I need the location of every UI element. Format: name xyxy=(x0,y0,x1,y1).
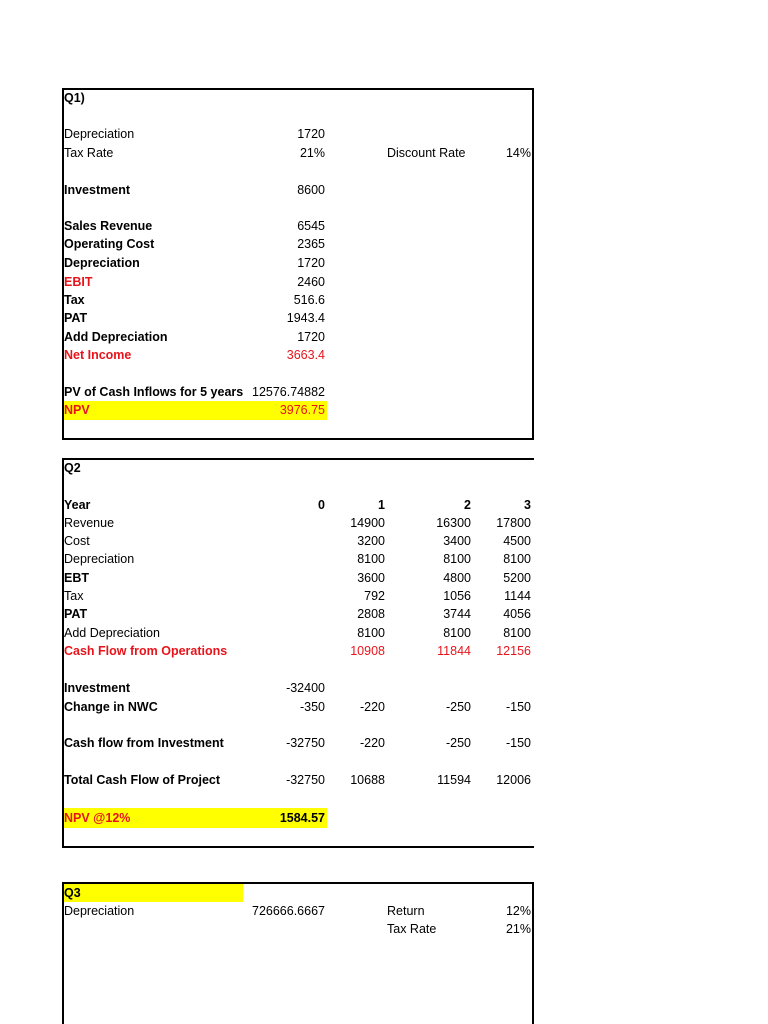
q3-return-label: Return xyxy=(387,904,425,918)
q2-cell: 5200 xyxy=(503,571,531,585)
q3-depreciation-value: 726666.6667 xyxy=(252,904,325,918)
q2-cell: -250 xyxy=(445,736,471,750)
q2-cell: -32400 xyxy=(286,681,325,695)
q2-cell: 3400 xyxy=(443,534,471,548)
q2-cell: 8100 xyxy=(357,626,385,640)
q1-row-label: Add Depreciation xyxy=(64,330,168,344)
q3-title: Q3 xyxy=(64,886,81,900)
q2-cell: -350 xyxy=(299,700,325,714)
q2-cell: -250 xyxy=(445,700,471,714)
q2-cell: -150 xyxy=(505,736,531,750)
q2-cell: 11844 xyxy=(437,644,471,658)
q2-cell: -220 xyxy=(359,736,385,750)
q1-depreciation-label: Depreciation xyxy=(64,127,135,141)
q1-npv-value: 3976.75 xyxy=(279,403,325,417)
q2-cell: 10688 xyxy=(350,773,385,787)
q2-cell: 11594 xyxy=(437,773,471,787)
q1-row-label: Sales Revenue xyxy=(64,219,153,233)
q1-pv-value: 12576.74882 xyxy=(252,385,325,399)
q2-cell: 8100 xyxy=(503,626,531,640)
q1-row-value: 516.6 xyxy=(293,293,325,307)
q2-cell: 4800 xyxy=(443,571,471,585)
q2-cell: -32750 xyxy=(286,736,325,750)
q2-cell: 4500 xyxy=(503,534,531,548)
q3-depreciation-label: Depreciation xyxy=(64,904,135,918)
q1-row-value: 3663.4 xyxy=(286,348,325,362)
q2-year-header: 0 xyxy=(318,498,325,512)
q1-row-label: PAT xyxy=(64,311,88,325)
q1-discount-rate-label: Discount Rate xyxy=(387,146,466,160)
q2-cell: 3200 xyxy=(357,534,385,548)
q2-cell: -150 xyxy=(505,700,531,714)
q2-cell: 14900 xyxy=(350,516,385,530)
q2-cell: 8100 xyxy=(443,552,471,566)
q2-year-header: 2 xyxy=(464,498,471,512)
q2-cell: 2808 xyxy=(357,607,385,621)
q1-discount-rate-value: 14% xyxy=(505,146,531,160)
q3-return-value: 12% xyxy=(505,904,531,918)
q2-cell: 8100 xyxy=(443,626,471,640)
q2-npv-label: NPV @12% xyxy=(64,811,131,825)
q1-row-label: Net Income xyxy=(64,348,132,362)
q1-title: Q1) xyxy=(64,91,85,105)
q2-cell: 16300 xyxy=(436,516,471,530)
q3-tax-rate-value: 21% xyxy=(505,922,531,936)
q2-row-label: Revenue xyxy=(64,516,115,530)
q1-npv-label: NPV xyxy=(64,403,90,417)
q1-row-value: 6545 xyxy=(297,219,325,233)
q1-row-value: 1720 xyxy=(297,330,325,344)
q2-cell: 17800 xyxy=(496,516,531,530)
q2-cell: 3600 xyxy=(357,571,385,585)
q1-depreciation-value: 1720 xyxy=(297,127,325,141)
q2-investment-label: Investment xyxy=(64,681,130,695)
q2-title: Q2 xyxy=(64,461,81,475)
q1-row-label: Depreciation xyxy=(64,256,140,270)
q2-year-label: Year xyxy=(64,498,91,512)
q2-cell: 8100 xyxy=(503,552,531,566)
q3-tax-rate-label: Tax Rate xyxy=(387,922,437,936)
q2-row-label: Cash Flow from Operations xyxy=(64,644,228,658)
q2-row-label: Depreciation xyxy=(64,552,135,566)
q2-cell: 12156 xyxy=(496,644,531,658)
q2-row-label: Cost xyxy=(64,534,90,548)
q1-investment-label: Investment xyxy=(64,183,130,197)
q2-cell: -32750 xyxy=(286,773,325,787)
q2-cell: 12006 xyxy=(496,773,531,787)
q2-cell: 1056 xyxy=(443,589,471,603)
q1-investment-value: 8600 xyxy=(297,183,325,197)
q2-cfi-label: Cash flow from Investment xyxy=(64,736,224,750)
q2-row-label: Tax xyxy=(64,589,84,603)
q2-row-label: EBT xyxy=(64,571,89,585)
q2-npv-value: 1584.57 xyxy=(279,811,325,825)
q2-row-label: PAT xyxy=(64,607,88,621)
q2-nwc-label: Change in NWC xyxy=(64,700,158,714)
q2-cell: 10908 xyxy=(350,644,385,658)
q1-row-label: Operating Cost xyxy=(64,237,155,251)
q1-row-label: Tax xyxy=(64,293,85,307)
q1-row-value: 1943.4 xyxy=(286,311,325,325)
q2-cell: 4056 xyxy=(503,607,531,621)
q1-row-value: 1720 xyxy=(297,256,325,270)
q2-year-header: 3 xyxy=(524,498,531,512)
q1-row-value: 2365 xyxy=(297,237,325,251)
q2-cell: 3744 xyxy=(443,607,471,621)
q3-title-highlight xyxy=(64,884,243,902)
q1-tax-rate-value: 21% xyxy=(299,146,325,160)
q2-cell: 8100 xyxy=(357,552,385,566)
q1-tax-rate-label: Tax Rate xyxy=(64,146,114,160)
q2-cell: 792 xyxy=(364,589,385,603)
q2-year-header: 1 xyxy=(378,498,385,512)
q1-row-value: 2460 xyxy=(297,275,325,289)
q2-row-label: Add Depreciation xyxy=(64,626,160,640)
q2-cell: -220 xyxy=(359,700,385,714)
q1-row-label: EBIT xyxy=(64,275,93,289)
q2-cell: 1144 xyxy=(504,589,531,603)
q2-total-label: Total Cash Flow of Project xyxy=(64,773,221,787)
q1-pv-label: PV of Cash Inflows for 5 years xyxy=(64,385,244,399)
